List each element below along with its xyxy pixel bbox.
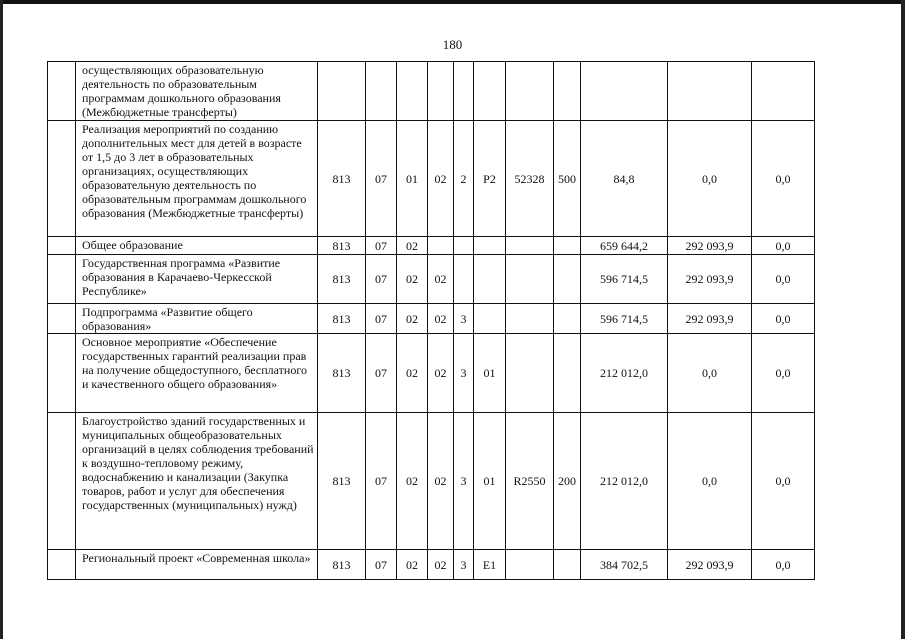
amount-year-1: 212 012,0 xyxy=(581,334,668,413)
amount-year-3: 0,0 xyxy=(752,237,815,255)
ved-code: 813 xyxy=(318,334,366,413)
subprogram-code xyxy=(454,62,474,121)
ved-code xyxy=(318,62,366,121)
table-row xyxy=(48,413,815,550)
section-code: 07 xyxy=(366,255,397,304)
subprogram-code: 3 xyxy=(454,413,474,550)
table-row xyxy=(48,237,815,255)
item-name: Общее образование xyxy=(76,237,318,255)
expense-type-code: 500 xyxy=(554,121,581,237)
subsection-code: 01 xyxy=(397,121,428,237)
item-name: Благоустройство зданий государственных и муниципальных общеобразовательных организаций в целях соблюдения требований к воздушно-тепловому режиму, водоснабжению и канализации (Закупка товаров, работ и услуг для обеспечения государственных (муниципальных) нужд) xyxy=(76,413,318,550)
event-code: E1 xyxy=(474,550,506,580)
program-code: 02 xyxy=(428,413,454,550)
table-row xyxy=(48,62,815,121)
direction-code xyxy=(506,304,554,334)
direction-code xyxy=(506,550,554,580)
direction-code xyxy=(506,237,554,255)
ved-code: 813 xyxy=(318,413,366,550)
amount-year-2: 292 093,9 xyxy=(668,255,752,304)
item-name: осуществляющих образовательную деятельность по образовательным программам дошкольного образования (Межбюджетные трансферты) xyxy=(76,62,318,121)
event-code xyxy=(474,304,506,334)
row-index-cell xyxy=(48,550,76,580)
program-code: 02 xyxy=(428,304,454,334)
ved-code: 813 xyxy=(318,237,366,255)
event-code: 01 xyxy=(474,413,506,550)
table-row xyxy=(48,550,815,580)
budget-table xyxy=(47,61,815,580)
subprogram-code: 3 xyxy=(454,550,474,580)
program-code xyxy=(428,62,454,121)
row-index-cell xyxy=(48,334,76,413)
amount-year-2: 0,0 xyxy=(668,413,752,550)
row-index-cell xyxy=(48,237,76,255)
subsection-code: 02 xyxy=(397,304,428,334)
event-code xyxy=(474,62,506,121)
section-code: 07 xyxy=(366,413,397,550)
expense-type-code xyxy=(554,304,581,334)
table-row xyxy=(48,334,815,413)
amount-year-2: 292 093,9 xyxy=(668,550,752,580)
program-code: 02 xyxy=(428,121,454,237)
item-name: Основное мероприятие «Обеспечение государственных гарантий реализации прав на получение общедоступного, бесплатного и качественного общего образования» xyxy=(76,334,318,413)
program-code xyxy=(428,237,454,255)
expense-type-code xyxy=(554,62,581,121)
table-row xyxy=(48,121,815,237)
direction-code: R2550 xyxy=(506,413,554,550)
amount-year-2: 0,0 xyxy=(668,334,752,413)
scan-border-right xyxy=(901,0,905,639)
scan-border-top xyxy=(0,0,905,4)
amount-year-3: 0,0 xyxy=(752,304,815,334)
page-number: 180 xyxy=(442,37,463,52)
amount-year-3: 0,0 xyxy=(752,334,815,413)
direction-code xyxy=(506,334,554,413)
amount-year-1: 596 714,5 xyxy=(581,255,668,304)
subprogram-code: 3 xyxy=(454,304,474,334)
section-code: 07 xyxy=(366,550,397,580)
expense-type-code xyxy=(554,334,581,413)
direction-code xyxy=(506,255,554,304)
section-code xyxy=(366,62,397,121)
expense-type-code: 200 xyxy=(554,413,581,550)
item-name: Региональный проект «Современная школа» xyxy=(76,550,318,580)
section-code: 07 xyxy=(366,334,397,413)
subprogram-code: 3 xyxy=(454,334,474,413)
section-code: 07 xyxy=(366,121,397,237)
item-name: Государственная программа «Развитие образования в Карачаево-Черкесской Республике» xyxy=(76,255,318,304)
amount-year-3: 0,0 xyxy=(752,121,815,237)
section-code: 07 xyxy=(366,237,397,255)
event-code xyxy=(474,255,506,304)
amount-year-3: 0,0 xyxy=(752,550,815,580)
item-name: Подпрограмма «Развитие общего образования» xyxy=(76,304,318,334)
subsection-code: 02 xyxy=(397,255,428,304)
program-code: 02 xyxy=(428,255,454,304)
event-code: 01 xyxy=(474,334,506,413)
direction-code: 52328 xyxy=(506,121,554,237)
scan-border-left xyxy=(0,0,3,639)
row-index-cell xyxy=(48,304,76,334)
amount-year-1: 659 644,2 xyxy=(581,237,668,255)
table-row xyxy=(48,255,815,304)
amount-year-3 xyxy=(752,62,815,121)
amount-year-2 xyxy=(668,62,752,121)
ved-code: 813 xyxy=(318,550,366,580)
subprogram-code xyxy=(454,237,474,255)
subsection-code: 02 xyxy=(397,237,428,255)
item-name: Реализация мероприятий по созданию дополнительных мест для детей в возрасте от 1,5 до 3 лет в образовательных организациях, осуществляющих образовательную деятельность по образовательным программам дошкольного образования (Межбюджетные трансферты) xyxy=(76,121,318,237)
amount-year-2: 0,0 xyxy=(668,121,752,237)
row-index-cell xyxy=(48,62,76,121)
subprogram-code: 2 xyxy=(454,121,474,237)
section-code: 07 xyxy=(366,304,397,334)
expense-type-code xyxy=(554,550,581,580)
amount-year-1: 384 702,5 xyxy=(581,550,668,580)
amount-year-1: 596 714,5 xyxy=(581,304,668,334)
expense-type-code xyxy=(554,237,581,255)
direction-code xyxy=(506,62,554,121)
subsection-code xyxy=(397,62,428,121)
amount-year-3: 0,0 xyxy=(752,255,815,304)
subprogram-code xyxy=(454,255,474,304)
row-index-cell xyxy=(48,413,76,550)
subsection-code: 02 xyxy=(397,334,428,413)
amount-year-1 xyxy=(581,62,668,121)
amount-year-1: 84,8 xyxy=(581,121,668,237)
ved-code: 813 xyxy=(318,304,366,334)
event-code xyxy=(474,237,506,255)
amount-year-2: 292 093,9 xyxy=(668,304,752,334)
table-row xyxy=(48,304,815,334)
subsection-code: 02 xyxy=(397,550,428,580)
program-code: 02 xyxy=(428,334,454,413)
amount-year-3: 0,0 xyxy=(752,413,815,550)
amount-year-1: 212 012,0 xyxy=(581,413,668,550)
event-code: P2 xyxy=(474,121,506,237)
subsection-code: 02 xyxy=(397,413,428,550)
amount-year-2: 292 093,9 xyxy=(668,237,752,255)
ved-code: 813 xyxy=(318,121,366,237)
ved-code: 813 xyxy=(318,255,366,304)
row-index-cell xyxy=(48,255,76,304)
row-index-cell xyxy=(48,121,76,237)
expense-type-code xyxy=(554,255,581,304)
program-code: 02 xyxy=(428,550,454,580)
